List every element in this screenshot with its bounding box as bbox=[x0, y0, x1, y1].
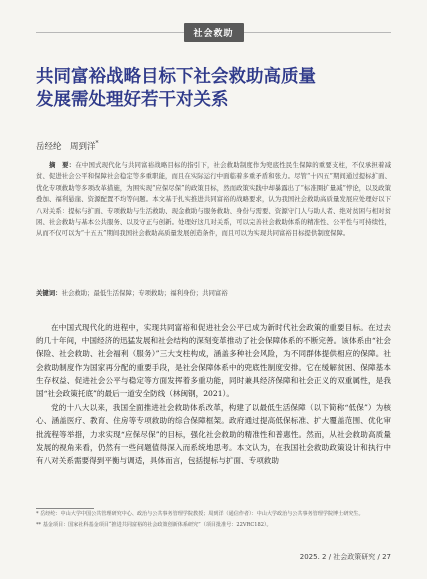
abstract bbox=[36, 160, 391, 240]
abstract-text: 在中国式现代化与共同富裕战略目标的指引下，社会救助制度作为兜底性民生保障的重要支柱，不仅承担着减贫、促进社会公平和保障社会稳定等多重职能，而且在实际运行中面临着多重矛盾和张力。尽管“十四五”期间通过提标扩面、优化专项救助等多项改革措施，为围实现“应保尽保”的政策目标，然而政策实践中却暴露出了“标准圈扩量减”悖论，以及政策叠加、福利悬崖、资源配置不均等问题。本文基于扎实推进共同富裕的战略要求，认为我国社会救助高质量发展应处理好以下八对关系：提标与扩面、专项救助与生活救助、现金救助与服务救助、身份与需要、资源守门人与助人者、绝对贫困与相对贫困、社会救助与基本公共服务、以及守正与创新。处理好这几对关系，可以完善社会救助体系的精准性、公平性与可持续性，从而不仅可以为“十五五”期间我国社会救助高质量发展创造条件，而且可以为实现共同富裕目标提供制度保障。 bbox=[36, 161, 392, 238]
page-header bbox=[0, 0, 427, 52]
article-title bbox=[36, 66, 391, 112]
section-tag: 社会救助 bbox=[183, 23, 243, 42]
keywords bbox=[36, 288, 391, 297]
body-text bbox=[36, 321, 391, 468]
body-paragraph: 在中国式现代化的进程中，实现共同富裕和促进社会公平已成为新时代社会政策的重要目标。在过去的几十年间，中国经济的迅猛发展和社会结构的深刻变革推动了社会保障体系的不断完善。该体系由“社会保险、社会救助、社会福利（服务）”三大支柱构成，涵盖多种社会风险，为不同群体提供相应的保障。社会救助制度作为国家再分配的重要手段，是社会保障体系中的兜底性制度安排。它在缓解贫困、保障基本生存权益、促进社会公平与稳定等方面发挥着多重功能，同时兼具经济保障和社会正义的双重属性，是我国“社会政策托底”的最后一道安全防线（林闽钢，2021）。 bbox=[36, 323, 391, 399]
page-footer: 2025. 2 / 社会政策研究 / 27 bbox=[299, 553, 391, 561]
title-line-1: 共同富裕战略目标下社会救助高质量 bbox=[36, 67, 316, 87]
keywords-label: 关键词： bbox=[36, 289, 62, 297]
authors bbox=[36, 140, 99, 152]
footnote-funding: ** 基金项目：国家社科基金项目“推进共同富裕的社会政策创新体系研究”（项目批准号：22VRC182）。 bbox=[36, 522, 272, 528]
abstract-label: 摘 要： bbox=[49, 161, 76, 169]
footnotes bbox=[36, 510, 391, 532]
body-paragraph: 党的十八大以来，我国全面推进社会救助体系改革，构建了以最低生活保障（以下简称“低保”）为核心、涵盖医疗、教育、住房等专项救助的综合保障框架。政府通过提高低保标准、扩大覆盖范围、优化审批流程等举措，力求实现“应保尽保”的目标，强化社会救助的精准性和普惠性。然而，从社会救助高质量发展的视角来看，仍然有一些问题值得深入而系统地思考。本文认为，在我国社会救助政策设计和执行中有八对关系需要得到平衡与调适，具体而言，包括提标与扩面、专项救助 bbox=[36, 403, 391, 466]
title-line-2: 发展需处理好若干对关系 bbox=[36, 90, 229, 110]
author-names: 岳经纶 周到洋 bbox=[36, 142, 96, 152]
keywords-text: 社会救助；最低生活保障；专项救助；福利身份；共同富裕 bbox=[61, 289, 228, 297]
footnote-divider bbox=[36, 508, 94, 509]
footnote-authors: * 岳经纶：中山大学中国公共管理研究中心、政治与公共事务管理学院教授；周到洋（通信作者）：中山大学政治与公共事务管理学院博士研究生。 bbox=[36, 511, 364, 517]
author-footnote-mark: * bbox=[95, 140, 99, 148]
